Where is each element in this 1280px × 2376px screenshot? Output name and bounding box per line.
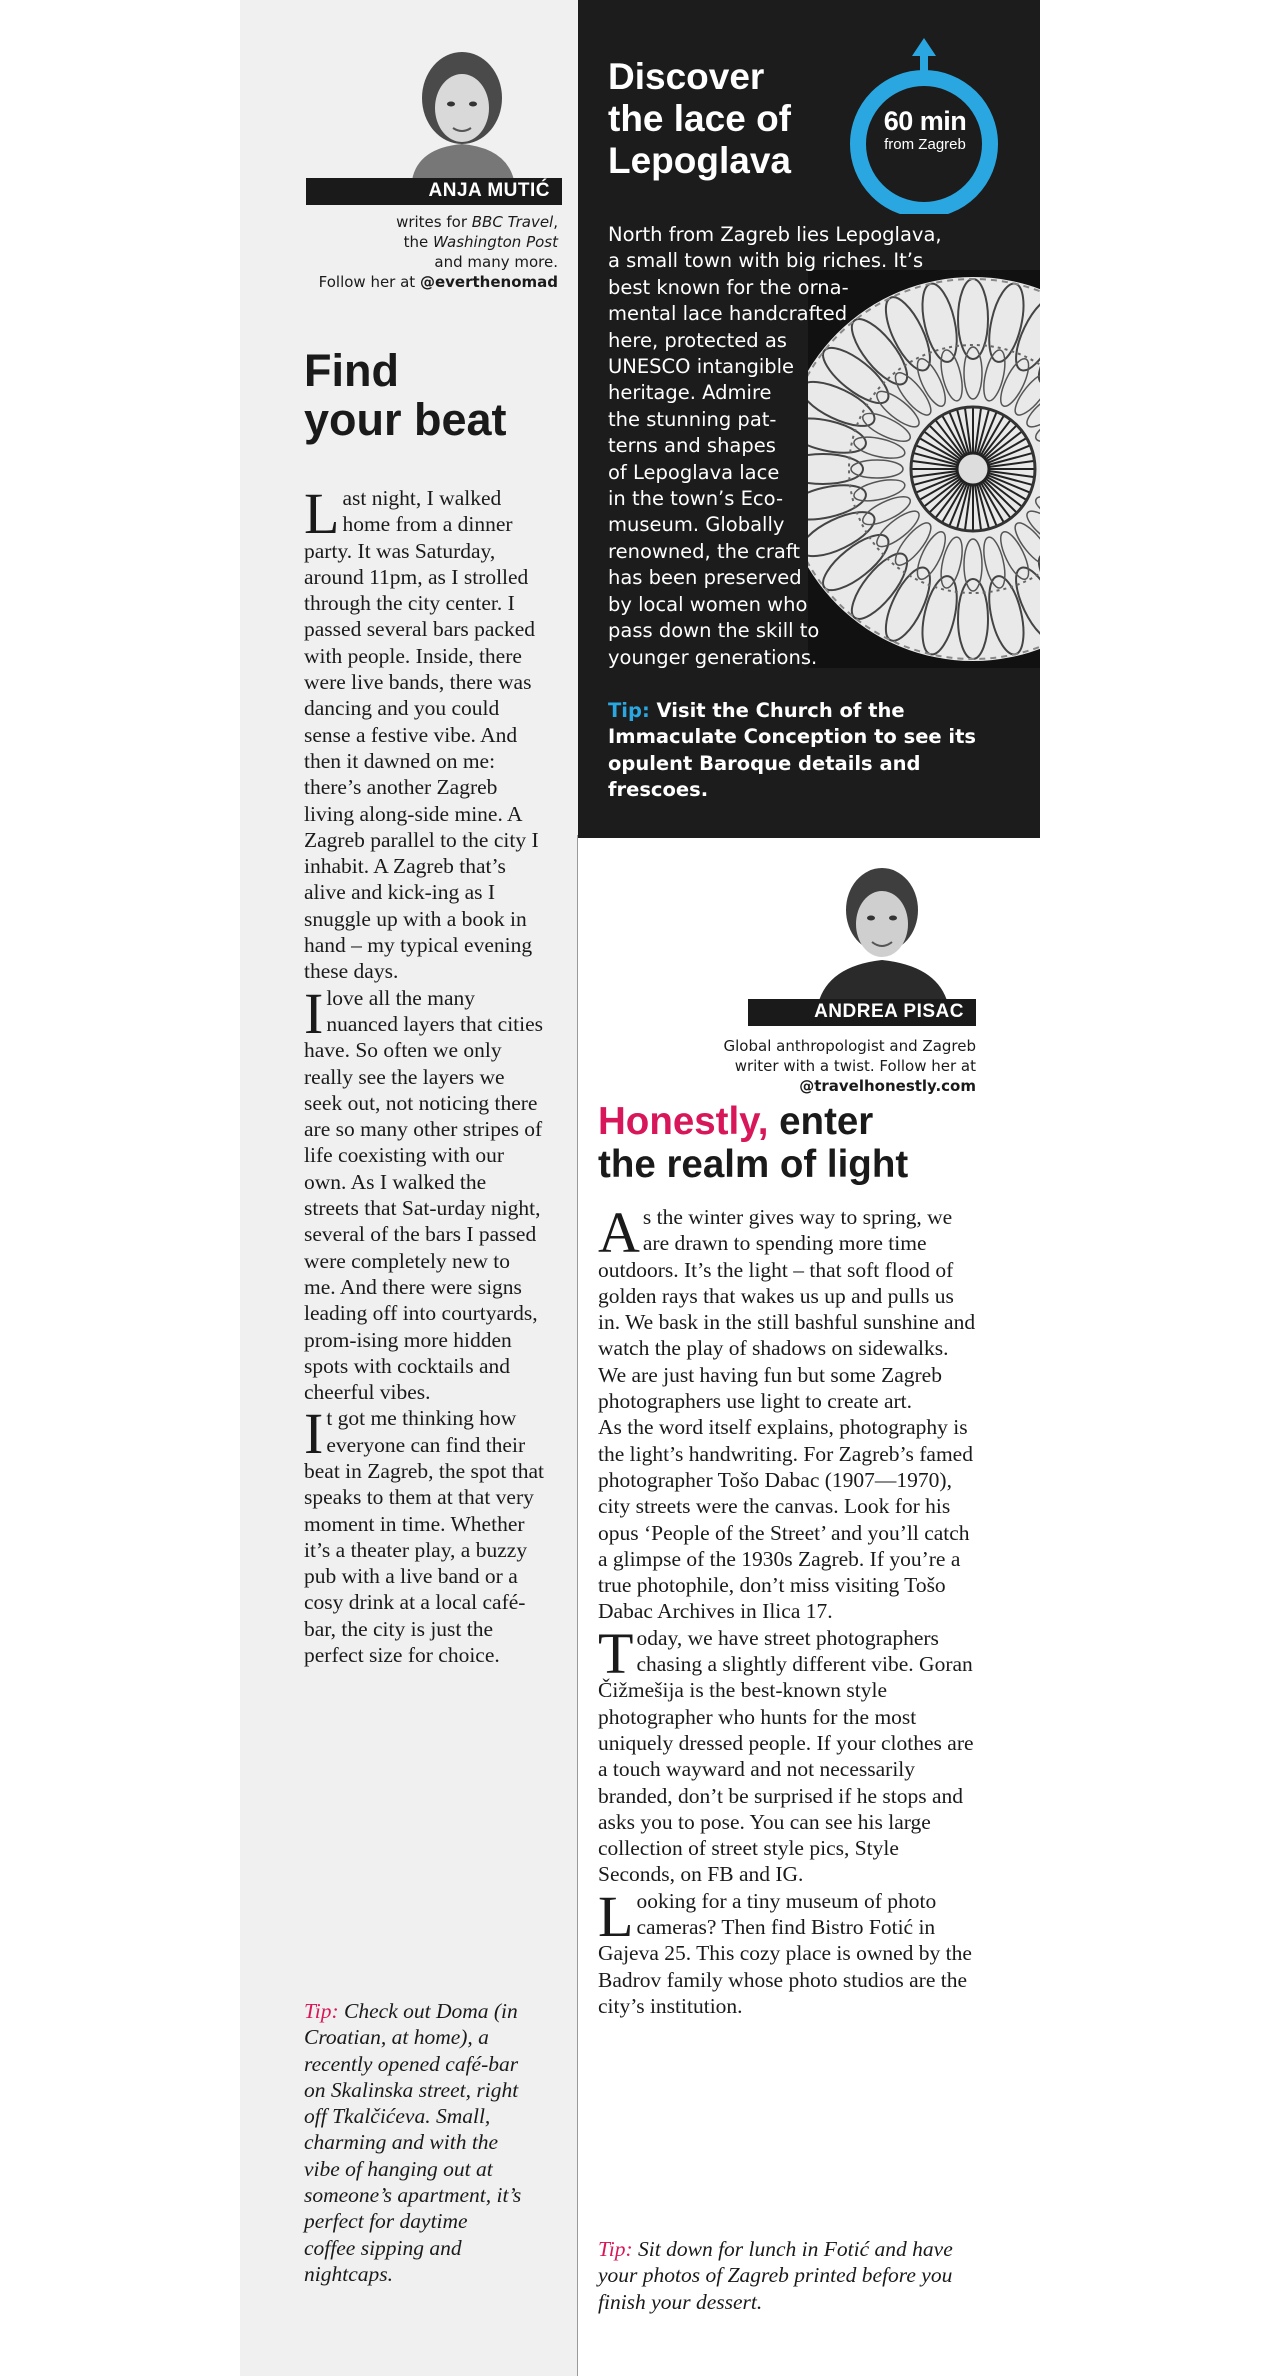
feature-box-line: has been preserved: [608, 566, 802, 590]
feature-box-line: of Lepoglava lace: [608, 460, 780, 484]
feature-box-line: terns and shapes: [608, 434, 776, 458]
feature-box-line: here, protected as: [608, 328, 787, 352]
article-headline: Honestly, enter the realm of light: [598, 1100, 909, 1186]
author-bio: writes for BBC Travel, the Washington Post and many more. Follow her at @everthenomad: [318, 213, 558, 291]
feature-box-line: UNESCO intangible: [608, 355, 795, 379]
author-portrait-andrea: [798, 858, 964, 1004]
paragraph: It got me thinking how everyone can find their beat in Zagreb, the spot that speaks to them at that very moment in time. Whether it’s a theater play, a buzzy pub with a live band or a cosy drink at a local café-bar, the city is just the perfect size for choice.: [304, 1401, 545, 1668]
tip-note: Tip: Sit down for lunch in Fotić and have your photos of Zagreb printed before you finish your dessert.: [598, 2237, 953, 2314]
author-name-bar: ANJA MUTIĆ: [306, 178, 562, 205]
author-handle: @everthenomad: [419, 273, 558, 291]
paragraph: I love all the many nuanced layers that cities have. So often we only really see the layers we seek out, not noticing there are so many other stripes of life coexisting with our own. As I walked the streets that Sat-urday night, several of the bars I passed were completely new to me. And there were signs leading off into courtyards, prom-ising more hidden spots with cocktails and cheerful vibes.: [304, 980, 544, 1405]
feature-box-line: best known for the orna-: [608, 275, 849, 299]
article-body: [304, 481, 545, 1668]
paragraph: Last night, I walked home from a dinner party. It was Saturday, around 11pm, as I strolled through the city center. I passed several bars packed with people. Inside, there were live bands, there was dancing and you could sense a festive vibe. And then it dawned on me: there’s another Zagreb living along-side mine. A Zagreb parallel to the city I inhabit. A Zagreb that’s alive and kick-ing as I snuggle up with a book in hand – my typical evening these days.: [304, 481, 539, 984]
feature-box-line: younger generations.: [608, 645, 818, 669]
feature-box-line: pass down the skill to: [608, 619, 820, 643]
author-handle: @travelhonestly.com: [799, 1077, 976, 1095]
paragraph: Today, we have street photographers chasing a slightly different vibe. Goran Čižmešija is the best-known style photographer who hunts for the most uniquely dressed people. If your clothes are a touch wayward and not necessarily branded, don’t be surprised if he stops and asks you to pose. You can see his large collection of street style pics, Style Seconds, on FB and IG.: [598, 1620, 974, 1887]
feature-box-line: museum. Globally: [608, 513, 785, 537]
author-bio: Global anthropologist and Zagreb writer with a twist. Follow her at @travelhonestly.com: [640, 1036, 976, 1096]
paragraph: As the word itself explains, photography is the light’s handwriting. For Zagreb’s famed photographer Tošo Dabac (1907—1970), city streets were the canvas. Look for his opus ‘People of the Street’ and you’ll catch a glimpse of the 1930s Zagreb. If you’re a true photophile, don’t miss visiting Tošo Dabac Archives in Ilica 17.: [598, 1415, 973, 1624]
feature-box-line: by local women who: [608, 592, 808, 616]
feature-box-tip: Tip: Visit the Church of the Immaculate Conception to see its opulent Baroque details and frescoes.: [608, 699, 977, 802]
travel-time-text: 60 min from Zagreb: [883, 106, 967, 153]
column-divider: [577, 835, 578, 2376]
feature-box-line: heritage. Admire: [608, 381, 772, 405]
author-portrait-anja: [398, 40, 528, 180]
paragraph: As the winter gives way to spring, we are drawn to spending more time outdoors. It’s the light – that soft flood of golden rays that wakes us up and pulls us in. We bask in the still bashful sunshine and watch the play of shadows on sidewalks. We are just having fun but some Zagreb photographers use light to create art.: [598, 1200, 976, 1414]
feature-box-body: [608, 222, 1008, 671]
feature-box-line: the stunning pat-: [608, 407, 777, 431]
feature-box-line: mental lace handcrafted: [608, 302, 848, 326]
article-headline: Find your beat: [304, 345, 507, 445]
feature-box-line: a small town with big riches. It’s: [608, 249, 924, 273]
feature-box-title: Discover the lace of Lepoglava: [608, 56, 791, 181]
tip-note: Tip: Check out Doma (in Croatian, at home), a recently opened café-bar on Skalinska street, right off Tkalčićeva. Small, charming and with the vibe of hanging out at someone’s apartment, it’s perfect for daytime coffee sipping and nightcaps.: [304, 1999, 522, 2286]
paragraph: Looking for a tiny museum of photo cameras? Then find Bistro Fotić in Gajeva 25. This cozy place is owned by the Badrov family whose photo studios are the city’s institution.: [598, 1883, 972, 2018]
author-name-bar: ANDREA PISAC: [748, 999, 976, 1026]
feature-box-line: in the town’s Eco-: [608, 487, 783, 511]
article-body: [598, 1200, 978, 2019]
feature-box-line: renowned, the craft: [608, 539, 801, 563]
feature-box-line: North from Zagreb lies Lepoglava,: [608, 223, 942, 246]
